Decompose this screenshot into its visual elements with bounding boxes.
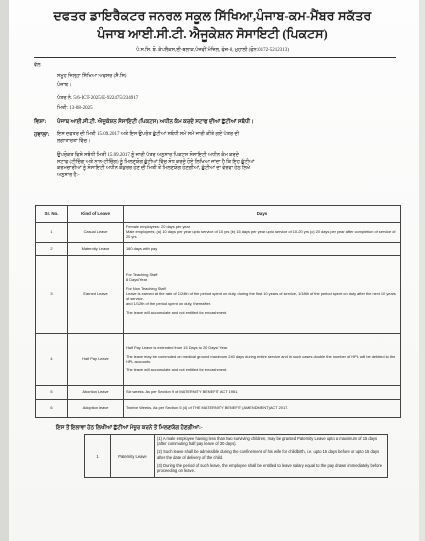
reference-text: [57, 132, 397, 145]
row-kind: Adoption leave: [68, 400, 124, 418]
row-kind: Maternity Leave: [68, 243, 124, 256]
reference-line: ਲਗਾਤਾਰਤਾ ਵਿੱਚ।: [57, 138, 91, 144]
table-row: [36, 243, 401, 256]
row-days: [124, 334, 401, 386]
subject-label: ਵਿਸ਼ਾ:: [34, 119, 47, 125]
row-days: 180 days with pay: [124, 243, 401, 256]
days-line: The leave will accumulate and not entitled for encashment.: [126, 309, 228, 315]
row-sr: 1: [36, 223, 68, 243]
days-line: and 1/12th of the period spent on duty, thereafter.: [126, 300, 211, 306]
table-row: [36, 400, 401, 418]
row-days: [124, 256, 401, 334]
row-kind: Earned Leave: [68, 256, 124, 334]
paternity-table: [84, 434, 388, 478]
row-days: Twelve Weeks, As per Section 5 (4) of THE MATERNITY BENEFIT (AMENDMENT)ACT 2017.: [124, 400, 401, 418]
days-line: Half Pay Leave is extended from 15 Days to 20 Days/ Year.: [126, 344, 229, 350]
letterhead-address: ਪੰ.ਸ.ਸਿ. ਬੋ. ਕੰਪਲੈਕਸ,ਈ-ਬਲਾਕ,ਪੰਜਵੀਂ ਮੰਜ਼ਿਲ, ਫੇਜ਼-8, ਮੁਹਾਲੀ (ਫੋਨ:0172-5212313): [136, 48, 289, 53]
scan-edge-right: [419, 0, 425, 541]
row-kind: Casual Leave: [68, 223, 124, 243]
paternity-point: (1) A male employee having less than two surviving children, may be granted Paternity Leave upto a maximum of 15 days (after commuting half pay leave of 30 days).: [157, 436, 378, 447]
row-sr: 2: [36, 243, 68, 256]
days-line: The leave may be commuted on medical ground maximum 240 days during entire service and in such cases double the number of HPL will be debited to the HPL accounts.: [126, 353, 396, 364]
header-rule: [34, 57, 396, 58]
letter-date: ਮਿਤੀ: 13-08-2025: [57, 106, 93, 111]
header-days: Days: [124, 206, 401, 223]
row-kind: Abortion Leave: [68, 386, 124, 400]
paternity-point: (2) Such leave shall be admissible during the confinement of his wife for childbirth, i.e. upto 15 days before or upto 15 days after the date of delivery of the child.: [157, 449, 380, 460]
scan-edge-left: [0, 0, 9, 541]
days-line: Leave is earned at the rate of 1/24th of the period spent on duty, during the first 10 years of service, 1/18th of the period spent on duty after the next 10 years of service.: [126, 291, 396, 301]
memo-number: ਪੱਤਰ ਨੰ. 5/6-ICT-2025/E-922475/234917: [57, 96, 139, 101]
days-line: Female employees: 20 days per year: [126, 224, 191, 230]
row-sr: 5: [36, 386, 68, 400]
table-row: [36, 386, 401, 400]
days-line: Male employees: (a) 10 days per year upto service of 10 yrs (b) 15 days per year upto service of 10-20 yrs (c) 20 days per year after completion of service of 20 yrs: [126, 229, 396, 239]
paternity-point: (3) During the period of such leave, the employee shall be entitled to leave salary equal to the pay drawn immediately before proceeding on leave.: [157, 462, 383, 474]
row-sr: 1: [85, 435, 111, 478]
days-line: 8 Days/Year: [126, 277, 148, 283]
row-sr: 6: [36, 400, 68, 418]
days-line: For Teaching Staff: [126, 272, 158, 278]
body-line: ਕਰਮਚਾਰੀਆਂ ਨੂੰ ਸੋਸਾਇਟੀ ਅਧੀਨ ਕੌਕੁਰਰ ਹੋਣ ਦੀ ਮਿਤੀ ਤੋਂ ਮਿਲਣਯੋਗ ਹੋਣਗੀਆਂ, ਛੁੱਟੀਆਂ ਦਾ ਵੇਰਵਾ ਹੇਠ ਲਿਖੇ: [57, 166, 251, 172]
recipient: ਸਮੂਹ ਜਿਲ੍ਹਾ ਸਿੱਖਿਆ ਅਫਸਰ (ਸੈ.ਸਿ): [57, 74, 127, 79]
header-kind-of-leave: Kind of Leave: [68, 206, 124, 223]
reference-line: ਇਸ ਦਫਤਰ ਦੀ ਮਿਤੀ 15.09.2017 ਅਤੇ ਇਸ ਉਪਰੰਤ ਛੁੱਟੀਆਂ ਸਬੰਧੀ ਸਮੇਂ ਸਮੇਂ ਜਾਰੀ ਕੀਤੇ ਗਏ ਪੱਤਰ ਦੀ: [57, 132, 240, 137]
recipient-place: ਪੰਜਾਬ।: [57, 83, 72, 88]
row-kind: Half Pay Leave: [68, 334, 124, 386]
days-line: For Non Teaching Staff: [126, 286, 166, 292]
subject-text: ਪੰਜਾਬ ਆਈ.ਸੀ.ਟੀ. ਐਜੂਕੇਸ਼ਨ ਸੋਸਾਇਟੀ (ਪਿਕਟਸ) ਅਧੀਨ ਕੰਮ ਕਰਦੇ ਸਟਾਫ ਦੀਆਂ ਛੁੱਟੀਆਂ ਸਬੰਧੀ।: [57, 119, 254, 125]
additional-leave-note: ਇਸ ਤੋਂ ਇਲਾਵਾ ਹੇਠ ਲਿਖੀਆਂ ਛੁੱਟੀਆਂ ਮੰਜ਼ੂਰ ਕਰਨੇ ਤੋਂ ਮਿਲਣਯੋਗ ਹੋਣਗੀਆਂ:-: [56, 425, 203, 431]
header-sr-no: Sr. No.: [36, 206, 68, 223]
row-sr: 4: [36, 334, 68, 386]
leave-table: [35, 205, 401, 418]
body-line: ਸਟਾਫ (ਟੀਚਿੰਗ ਅਤੇ ਨਾਨ-ਟੀਚਿੰਗ) ਨੂੰ ਮਿਲਣਯੋਗ ਛੁੱਟੀਆਂ ਵਿੱਚ ਸੋਧ ਕਰਦੇ ਹੋਏ ਲਿਖਿਆ ਜਾਂਦਾ ਹੈ ਕਿ ਇਹ ਛੁੱਟੀਆਂ: [57, 159, 255, 165]
table-row: [36, 334, 401, 386]
row-sr: 3: [36, 256, 68, 334]
leave-table-header: [36, 206, 401, 223]
row-kind: Paternity Leave: [111, 435, 155, 478]
reference-label: ਹਵਾਲਾ:: [34, 132, 50, 138]
days-line: The leave will accumulate and not entitled for encashment.: [126, 367, 228, 373]
letterhead-title-line1: ਦਫਤਰ ਡਾਇਰੈਕਟਰ ਜਨਰਲ ਸਕੂਲ ਸਿੱਖਿਆ,ਪੰਜਾਬ-ਕਮ-ਮੈਂਬਰ ਸਕੱਤਰ: [53, 9, 372, 23]
body-line: ਅਨੁਸਾਰ ਹੈ:-: [57, 172, 80, 178]
table-row: [36, 256, 401, 334]
to-label: ਵੱਲ: [34, 63, 41, 68]
table-row: [36, 223, 401, 243]
table-row: [85, 435, 388, 478]
body-line: ਉਪਰੋਕਤ ਵਿਸ਼ੇ ਸਬੰਧੀ ਮਿਤੀ 15.09.2017 ਨੂੰ ਜਾਰੀ ਪੱਤਰ ਅਨੁਸਾਰ ਪਿਕਟਸ ਸੋਸਾਇਟੀ ਅਧੀਨ ਕੰਮ ਕਰਦੇ: [57, 153, 239, 158]
letterhead-title-line2: ਪੰਜਾਬ ਆਈ.ਸੀ.ਟੀ. ਐਜੂਕੇਸ਼ਨ ਸੋਸਾਇਟੀ (ਪਿਕਟਸ): [97, 27, 328, 41]
row-points: [155, 435, 388, 478]
body-paragraph: [57, 153, 397, 179]
row-days: [124, 223, 401, 243]
row-days: Six weeks. As per Section 9 of MATERNITY BENEFIT ACT 1961.: [124, 386, 401, 400]
